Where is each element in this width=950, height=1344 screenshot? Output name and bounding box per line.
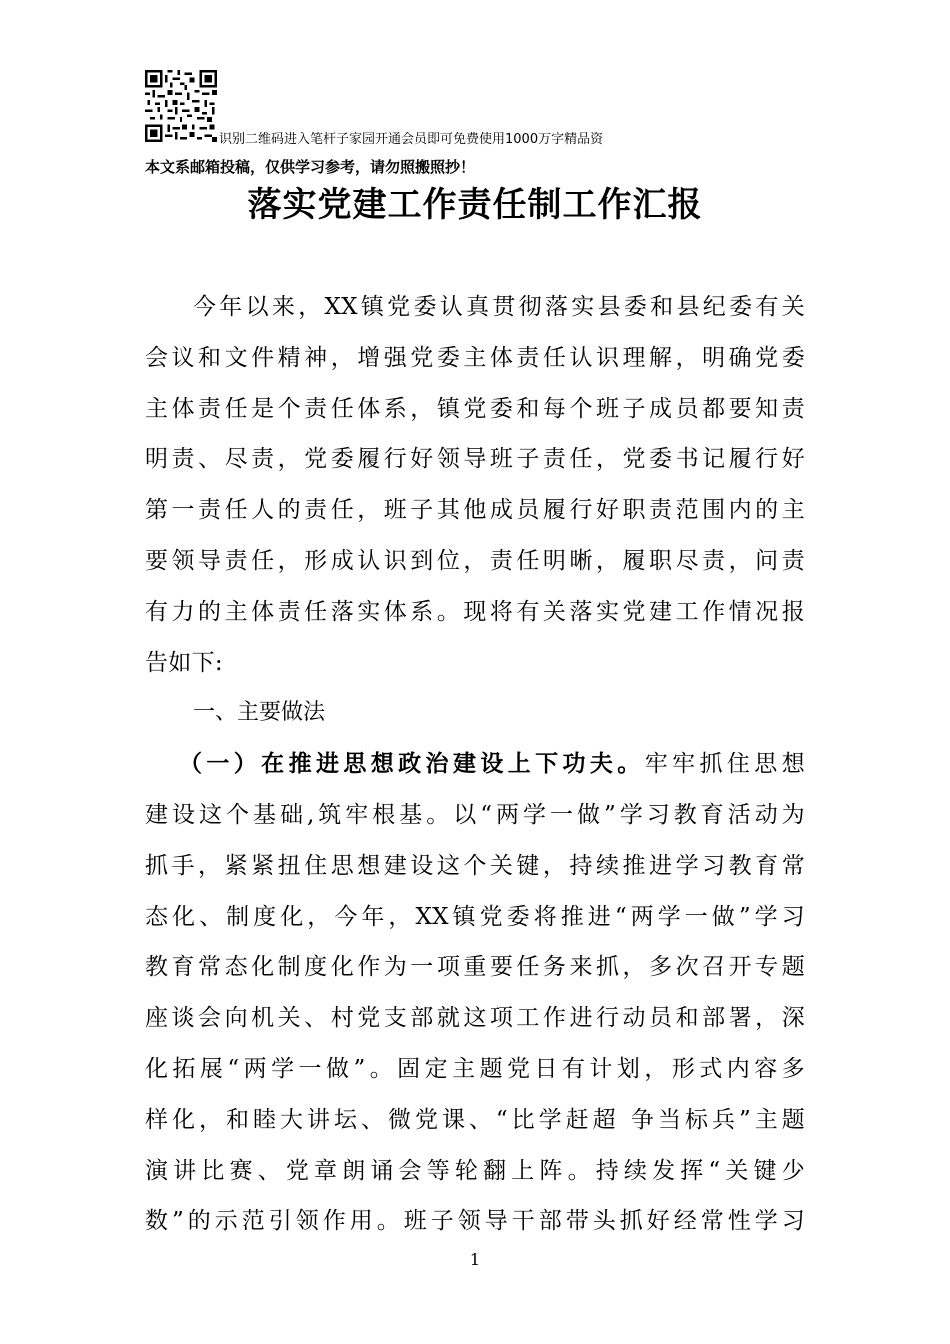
text-line: 样化，和睦大讲坛、微党课、“比学赶超 争当标兵”主题 xyxy=(145,1106,805,1133)
qr-code-icon xyxy=(145,70,217,142)
subsection-heading: （一）在推进思想政治建设上下功夫。 xyxy=(179,750,645,778)
text-line: 告如下: xyxy=(145,649,223,676)
text-line: 数”的示范引领作用。班子领导干部带头抓好经常性学习 xyxy=(145,1208,805,1235)
text-line: 教育常态化制度化作为一项重要任务来抓，多次召开专题 xyxy=(145,954,805,981)
text-line: 要领导责任，形成认识到位，责任明晰，履职尽责，问责 xyxy=(145,547,805,574)
page-number: 1 xyxy=(469,1250,481,1269)
text-line: 今年以来，XX镇党委认真贯彻落实县委和县纪委有关 xyxy=(193,294,805,320)
subsection-text-start: 牢牢抓住思想 xyxy=(644,751,805,778)
text-line: 主体责任是个责任体系，镇党委和每个班子成员都要知责 xyxy=(145,395,805,422)
text-line: 建设这个基础,筑牢根基。以“两学一做”学习教育活动为 xyxy=(145,801,805,828)
intro-paragraph xyxy=(145,282,805,688)
text-line xyxy=(145,739,805,790)
text-line: 抓手，紧紧扭住思想建设这个关键，持续推进学习教育常 xyxy=(145,852,805,879)
text-line: 第一责任人的责任，班子其他成员履行好职责范围内的主 xyxy=(145,497,805,524)
text-line: 化拓展“两学一做”。固定主题党日有计划，形式内容多 xyxy=(145,1055,805,1082)
text-line: 演讲比赛、党章朗诵会等轮翻上阵。持续发挥“关键少 xyxy=(145,1157,805,1184)
text-line: 明责、尽责，党委履行好领导班子责任，党委书记履行好 xyxy=(145,446,805,473)
text-line: 态化、制度化，今年，XX镇党委将推进“两学一做”学习 xyxy=(145,903,805,930)
text-line: 会议和文件精神，增强党委主体责任认识理解，明确党委 xyxy=(145,344,805,371)
qr-caption: 识别二维码进入笔杆子家园开通会员即可免费使用1000万字精品资 xyxy=(219,132,604,147)
document-body xyxy=(145,282,805,1247)
document-title: 落实党建工作责任制工作汇报 xyxy=(247,185,703,225)
subsection-paragraph xyxy=(145,739,805,1247)
text-line: 座谈会向机关、村党支部就这项工作进行动员和部署，深 xyxy=(145,1005,805,1032)
copy-notice: 本文系邮箱投稿，仅供学习参考，请勿照搬照抄！ xyxy=(145,158,476,176)
text-line: 有力的主体责任落实体系。现将有关落实党建工作情况报 xyxy=(145,598,805,625)
section-heading: 一、主要做法 xyxy=(193,700,326,726)
